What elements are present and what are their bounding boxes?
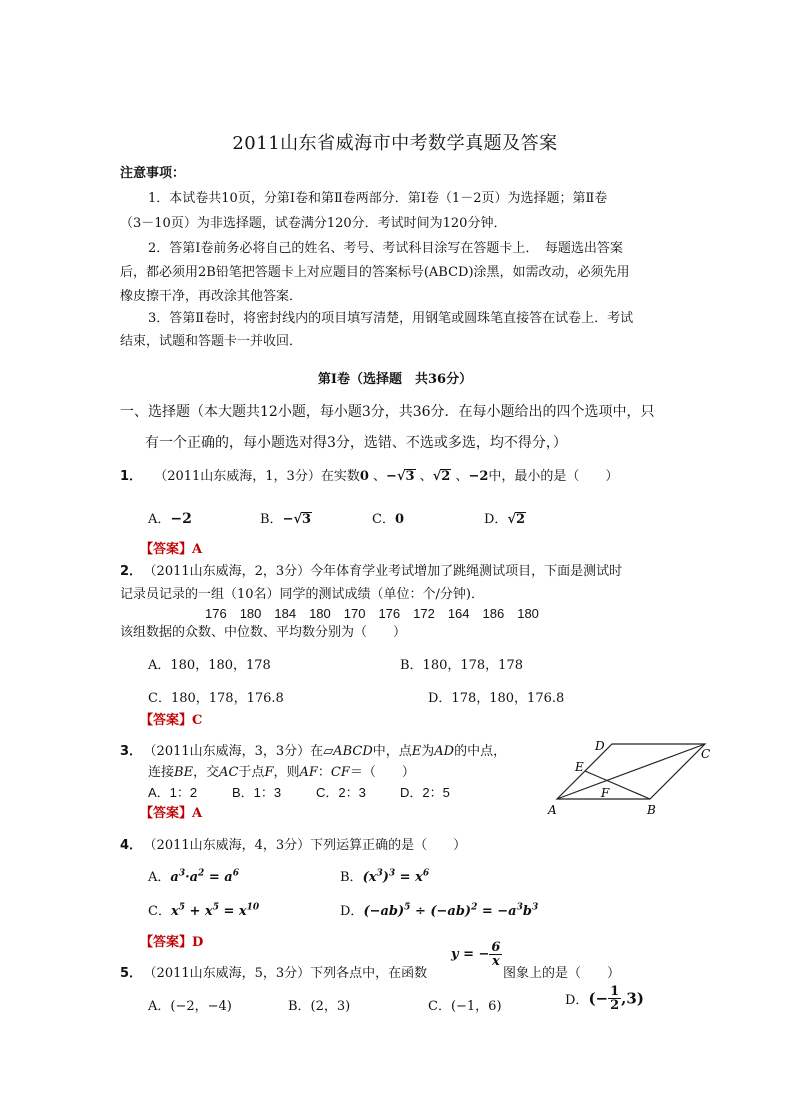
q3-option-b: B．1：3 (232, 785, 282, 800)
notice-p2-line2: 后，都必须用2B铅笔把答题卡上对应题目的答案标号(ABCD)涂黑，如需改动，必须先用 (120, 265, 630, 280)
q2-option-b: B．180，178，178 (400, 658, 523, 673)
q4-option-d: D．$(-ab)^5 \div (-ab)^2 = -a^3b^3$ (340, 902, 539, 919)
label-d: D (595, 739, 605, 753)
q1-option-b: B．−√3 (260, 512, 312, 527)
q5-function: y = − $\frac{6}{x}$ (451, 940, 501, 969)
q1-option-c: C．0 (372, 512, 404, 527)
notice-heading: 注意事项： (120, 166, 186, 181)
notice-p1-line2: （3－10页）为非选择题，试卷满分120分．考试时间为120分钟． (120, 216, 507, 231)
label-c: C (701, 747, 711, 761)
q4-option-a: A．$a^3\cdot a^2 = a^6$ (148, 868, 239, 885)
q1-val-0: 0 (359, 469, 369, 484)
q5-stem-b: 图象上的是（ ） (503, 966, 621, 981)
notice-p3-line1: 3．答第Ⅱ卷时，将密封线内的项目填写清楚，用钢笔或圆珠笔直接答在试卷上．考试 (148, 311, 634, 326)
separator: 、 (455, 469, 469, 484)
question-2-line2: 记录员记录的一组（10名）同学的测试成绩（单位：个/分钟)． (120, 587, 484, 602)
notice-p2-line1: 2．答第Ⅰ卷前务必将自己的姓名、考号、考试科目涂写在答题卡上． 每题选出答案 (148, 241, 623, 256)
q1-stem-a: （2011山东威海，1，3分）在实数 (154, 469, 360, 484)
q2-answer: 【答案】C (140, 713, 203, 728)
question-4: 4． （2011山东威海，4，3分）下列运算正确的是（ ） (120, 838, 467, 853)
q1-option-a: A．−2 (148, 511, 192, 527)
label-a: A (548, 803, 557, 817)
question-3-line1: 3． （2011山东威海，3，3分）在▱ABCD中，点E为AD的中点， (120, 744, 507, 759)
q1-option-d: D．√2 (484, 512, 526, 527)
q4-option-b: B．$(x^3)^3 = x^6$ (340, 868, 430, 885)
section-heading: 第Ⅰ卷（选择题 共36分） (317, 372, 473, 387)
q5-option-d: D．(− $\frac{1}{2}$ ,3) (565, 984, 644, 1013)
label-e: E (575, 760, 584, 774)
q5-option-c: C．(−1，6) (428, 999, 502, 1014)
q1-neg2: −2 (468, 469, 489, 484)
notice-p2-line3: 橡皮擦干净，再改涂其他答案． (120, 289, 303, 304)
question-1: 1． （2011山东威海，1，3分）在实数0 、−√3 、√2 、−2中，最小的是（ ） (120, 469, 619, 484)
question-2-line3: 该组数据的众数、中位数、平均数分别为（ ） (120, 625, 407, 640)
q3-answer: 【答案】A (140, 806, 203, 821)
separator: 、 (373, 469, 387, 484)
q3-option-a: A．1：2 (148, 785, 198, 800)
q1-answer: 【答案】A (140, 542, 203, 557)
question-5: 5． （2011山东威海，5，3分）下列各点中，在函数 (120, 966, 428, 981)
q4-option-c: C．$x^5 + x^5 = x^{10}$ (148, 902, 260, 919)
parallelogram-figure (545, 736, 720, 818)
notice-p1-line1: 1．本试卷共10页，分第Ⅰ卷和第Ⅱ卷两部分．第Ⅰ卷（1－2页）为选择题；第Ⅱ卷 (148, 191, 608, 206)
label-b: B (647, 803, 656, 817)
q5-option-b: B．(2，3) (288, 999, 351, 1014)
q3-option-c: C．2：3 (316, 785, 366, 800)
question-3-line2: 连接BE，交AC于点F，则AF：CF＝（ ） (148, 765, 415, 780)
section-intro-line1: 一、选择题（本大题共12小题，每小题3分，共36分．在每小题给出的四个选项中，只 (120, 404, 655, 420)
q2-data: 176 180 184 180 170 176 172 164 186 180 (205, 606, 539, 621)
question-2-line1: 2． （2011山东威海，2，3分）今年体育学业考试增加了跳绳测试项目，下面是测试时 (120, 564, 623, 579)
q1-neg: − (386, 469, 397, 484)
notice-p3-line2: 结束，试题和答题卡一并收回． (120, 334, 303, 349)
separator: 、 (419, 469, 433, 484)
question-number: 1． (120, 469, 143, 484)
q2-option-c: C．180，178，176.8 (148, 691, 284, 706)
q1-sqrt2: 2 (441, 469, 451, 484)
section-intro-line2: 有一个正确的，每小题选对得3分，选错、不选或多选，均不得分，） (145, 435, 567, 451)
q5-option-a: A．(−2，−4) (148, 999, 232, 1014)
q4-answer: 【答案】D (140, 935, 204, 950)
q2-option-a: A．180，180，178 (148, 658, 271, 673)
q1-sqrt3: 3 (405, 469, 415, 484)
page-title: 2011山东省威海市中考数学真题及答案 (232, 133, 558, 154)
q3-option-d: D．2：5 (400, 785, 450, 800)
q2-option-d: D．178，180，176.8 (428, 691, 565, 706)
q1-stem-b: 中，最小的是（ ） (488, 469, 619, 484)
label-f: F (601, 786, 610, 800)
